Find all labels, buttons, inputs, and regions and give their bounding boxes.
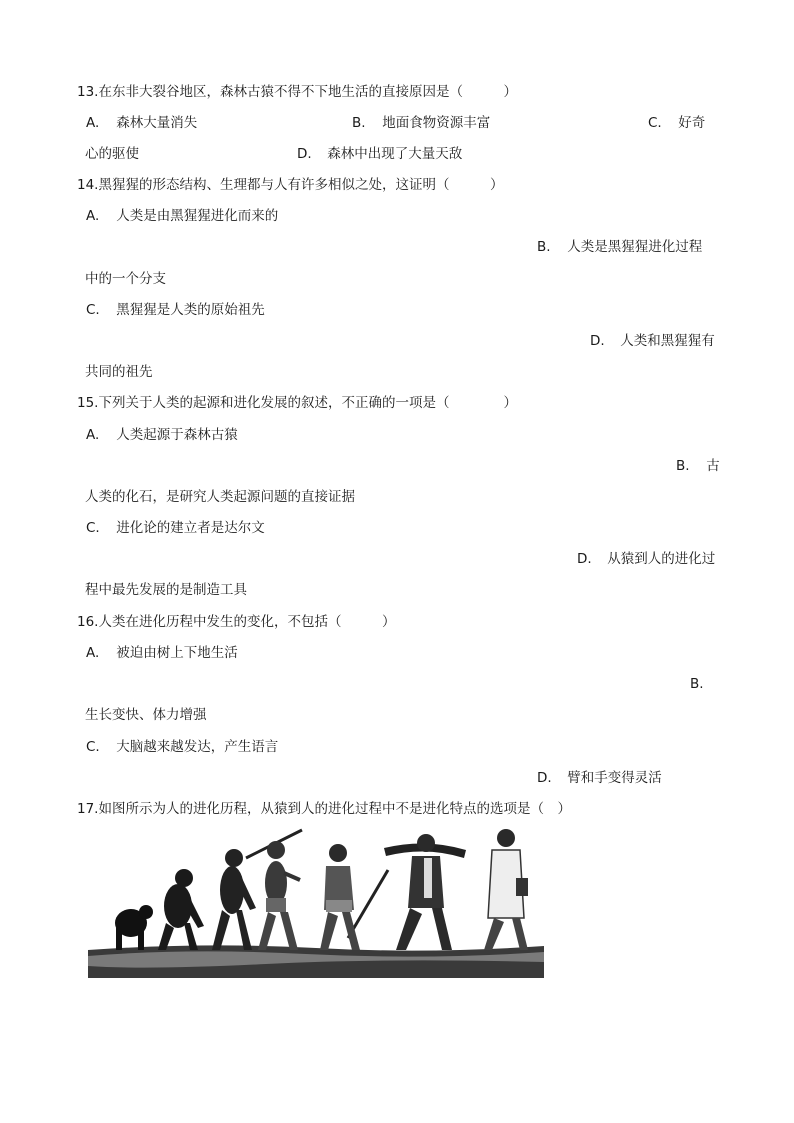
question-17-stem: 17.如图所示为人的进化历程，从猿到人的进化过程中不是进化特点的选项是（ ） — [77, 801, 571, 817]
option-text: 黑猩猩是人类的原始祖先 — [116, 302, 265, 318]
question-16-stem: 16.人类在进化历程中发生的变化，不包括（ ） — [77, 614, 396, 630]
option-label: B. — [352, 115, 366, 131]
question-13-option-a — [86, 113, 197, 133]
question-14-option-a — [86, 206, 278, 226]
option-text: 从猿到人的进化过 — [607, 551, 716, 567]
option-text: 好奇 — [678, 115, 706, 131]
option-label: A. — [86, 645, 100, 661]
question-14-stem: 14.黑猩猩的形态结构、生理都与人有许多相似之处，这证明（ ） — [77, 177, 504, 193]
option-text: 古 — [706, 458, 720, 474]
option-label: A. — [86, 115, 100, 131]
question-13-option-c — [648, 113, 705, 133]
question-14-option-c — [86, 300, 265, 320]
option-text: 臂和手变得灵活 — [567, 770, 662, 786]
hominid-figure-3 — [212, 849, 256, 950]
question-15-option-b-continued: 人类的化石，是研究人类起源问题的直接证据 — [85, 489, 355, 505]
option-label: D. — [297, 146, 312, 162]
early-human-figure-5 — [320, 844, 388, 950]
question-15-option-a — [86, 425, 238, 445]
question-14-option-b-continued: 中的一个分支 — [85, 271, 166, 287]
option-label: B. — [690, 676, 704, 692]
option-label: C. — [86, 739, 100, 755]
option-text: 人类是黑猩猩进化过程 — [567, 239, 703, 255]
question-13-option-b — [352, 113, 490, 133]
modern-man-figure-7 — [484, 829, 528, 950]
question-14-option-d — [590, 331, 715, 351]
option-text: 人类起源于森林古猿 — [116, 427, 238, 443]
option-label: D. — [590, 333, 605, 349]
option-text: 进化论的建立者是达尔文 — [116, 520, 265, 536]
option-label: B. — [537, 239, 551, 255]
option-text: 森林大量消失 — [116, 115, 198, 131]
option-text: 大脑越来越发达，产生语言 — [116, 739, 279, 755]
question-16-option-b-continued: 生长变快、体力增强 — [85, 707, 207, 723]
option-label: C. — [86, 302, 100, 318]
question-16-option-a — [86, 643, 238, 663]
question-16-option-d — [537, 768, 662, 788]
option-text: 森林中出现了大量天敌 — [327, 146, 463, 162]
ape-figure-2 — [158, 869, 204, 950]
question-15-option-b — [676, 456, 720, 476]
question-15-stem: 15.下列关于人类的起源和进化发展的叙述，不正确的一项是（ ） — [77, 395, 517, 411]
question-15-option-d — [577, 549, 715, 569]
question-15-option-c — [86, 518, 265, 538]
man-figure-6 — [384, 834, 466, 950]
option-label: D. — [537, 770, 552, 786]
question-16-option-b — [690, 674, 716, 694]
question-13-option-c-continued: 心的驱使 — [85, 146, 139, 162]
human-evolution-illustration-icon — [86, 828, 546, 983]
option-text: 人类和黑猩猩有 — [620, 333, 715, 349]
evolution-figure-svg — [86, 828, 546, 983]
option-label: B. — [676, 458, 690, 474]
hominid-figure-4 — [246, 830, 302, 950]
option-text: 被迫由树上下地生活 — [116, 645, 238, 661]
question-15-option-d-continued: 程中最先发展的是制造工具 — [85, 582, 247, 598]
option-label: A. — [86, 427, 100, 443]
question-13-stem: 13.在东非大裂谷地区，森林古猿不得不下地生活的直接原因是（ ） — [77, 84, 517, 100]
option-label: C. — [86, 520, 100, 536]
question-13-option-d — [297, 144, 462, 164]
question-16-option-c — [86, 737, 278, 757]
question-14-option-d-continued: 共同的祖先 — [85, 364, 153, 380]
question-14-option-b — [537, 237, 702, 257]
option-label: C. — [648, 115, 662, 131]
option-text: 人类是由黑猩猩进化而来的 — [116, 208, 279, 224]
option-label: D. — [577, 551, 592, 567]
option-text: 地面食物资源丰富 — [382, 115, 491, 131]
ape-figure-1 — [115, 905, 153, 950]
option-label: A. — [86, 208, 100, 224]
